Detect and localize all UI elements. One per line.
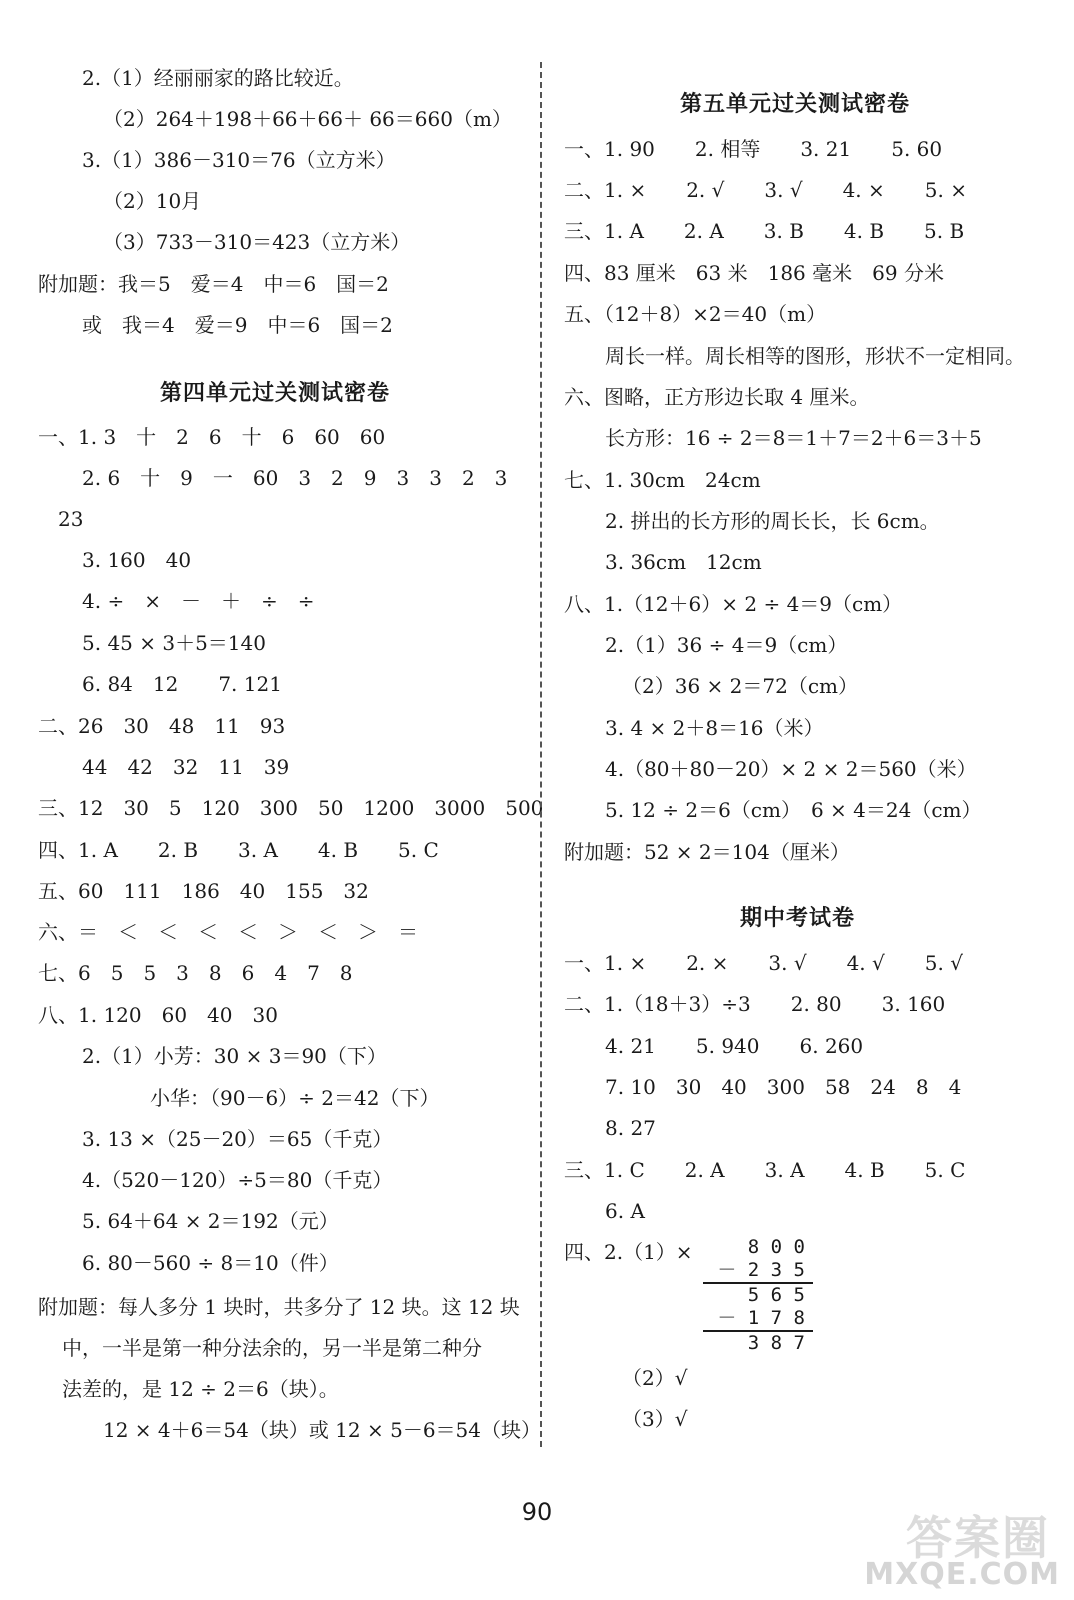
vertical-subtraction bbox=[703, 1236, 813, 1355]
watermark-logo bbox=[864, 1502, 1060, 1592]
answer-line: 七、6 5 5 3 8 6 4 7 8 bbox=[38, 961, 353, 985]
answer-line: 2. 拼出的长方形的周长长，长 6cm。 bbox=[605, 509, 940, 533]
answer-line: 7. 10 30 40 300 58 24 8 4 bbox=[605, 1075, 962, 1099]
answer-line: 三、1. A 2. A 3. B 4. B 5. B bbox=[564, 219, 965, 243]
answer-line: 5. 45 × 3＋5＝140 bbox=[82, 631, 266, 655]
answer-line: 五、60 111 186 40 155 32 bbox=[38, 879, 369, 903]
answer-line: 二、1. × 2. √ 3. √ 4. × 5. × bbox=[564, 178, 967, 202]
answer-line: 4.（520－120）÷5＝80（千克） bbox=[82, 1168, 393, 1192]
vsub-row: － 1 7 8 bbox=[717, 1307, 805, 1329]
vsub-row: 8 0 0 bbox=[747, 1236, 805, 1258]
answer-line: 3. 13 ×（25－20）＝65（千克） bbox=[82, 1127, 393, 1151]
answer-line: 八、1.（12＋6）× 2 ÷ 4＝9（cm） bbox=[564, 592, 903, 616]
bonus-question-cont: 12 × 4＋6＝54（块）或 12 × 5－6＝54（块） bbox=[103, 1418, 541, 1442]
answer-line: 6. A bbox=[605, 1199, 645, 1223]
answer-line: 四、2.（1）× bbox=[564, 1240, 693, 1264]
watermark-big: 答案圈 bbox=[906, 1511, 1050, 1565]
answer-line: 4. ÷ × － ＋ ÷ ÷ bbox=[82, 589, 315, 613]
answer-line: 六、＝ ＜ ＜ ＜ ＜ ＞ ＜ ＞ ＝ bbox=[38, 920, 418, 944]
bonus-question: 附加题：我＝5 爱＝4 中＝6 国＝2 bbox=[38, 272, 389, 296]
answer-line: 一、1. 3 十 2 6 十 6 60 60 bbox=[38, 425, 386, 449]
vsub-row: － 2 3 5 bbox=[717, 1259, 805, 1281]
answer-line: 4.（80＋80－20）× 2 × 2＝560（米） bbox=[605, 757, 977, 781]
answer-line: 五、（12＋8）×2＝40（m） bbox=[564, 302, 827, 326]
bonus-question: 附加题：52 × 2＝104（厘米） bbox=[564, 840, 850, 864]
section-title-unit5: 第五单元过关测试密卷 bbox=[680, 92, 911, 117]
answer-line: 七、1. 30cm 24cm bbox=[564, 468, 761, 492]
answer-line: （2）10月 bbox=[103, 189, 202, 213]
vsub-row: 5 6 5 bbox=[703, 1282, 813, 1307]
answer-line: 长方形：16 ÷ 2＝8＝1＋7＝2＋6＝3＋5 bbox=[605, 426, 982, 450]
answer-line: 2. 6 十 9 一 60 3 2 9 3 3 2 3 bbox=[82, 466, 508, 490]
answer-line: 一、1. 90 2. 相等 3. 21 5. 60 bbox=[564, 137, 943, 161]
answer-line: 小华：（90－6）÷ 2＝42（下） bbox=[150, 1086, 440, 1110]
answer-line: 八、1. 120 60 40 30 bbox=[38, 1003, 278, 1027]
answer-line: 二、26 30 48 11 93 bbox=[38, 714, 286, 738]
bonus-question-alt: 或 我＝4 爱＝9 中＝6 国＝2 bbox=[82, 313, 393, 337]
answer-line: 2.（1）小芳：30 × 3＝90（下） bbox=[82, 1044, 387, 1068]
bonus-question: 附加题：每人多分 1 块时，共多分了 12 块。这 12 块 bbox=[38, 1295, 520, 1319]
answer-line: 三、1. C 2. A 3. A 4. B 5. C bbox=[564, 1158, 966, 1182]
bonus-question-cont: 法差的，是 12 ÷ 2＝6（块）。 bbox=[62, 1377, 339, 1401]
answer-line: 四、1. A 2. B 3. A 4. B 5. C bbox=[38, 838, 439, 862]
answer-line: 5. 64＋64 × 2＝192（元） bbox=[82, 1209, 339, 1233]
vsub-row: 3 8 7 bbox=[703, 1330, 813, 1355]
answer-line: 23 bbox=[58, 507, 84, 531]
answer-line: 2.（1）经丽丽家的路比较近。 bbox=[82, 66, 354, 90]
answer-line: 8. 27 bbox=[605, 1116, 656, 1140]
answer-line: （2）264＋198＋66＋66＋ 66＝660（m） bbox=[103, 107, 512, 131]
answer-line: 4. 21 5. 940 6. 260 bbox=[605, 1034, 864, 1058]
answer-line: （2）36 × 2＝72（cm） bbox=[622, 674, 858, 698]
answer-line: （3）733－310＝423（立方米） bbox=[103, 230, 411, 254]
bonus-question-cont: 中，一半是第一种分法余的，另一半是第二种分 bbox=[62, 1336, 482, 1360]
answer-line: 3. 4 × 2＋8＝16（米） bbox=[605, 716, 824, 740]
answer-line: 四、83 厘米 63 米 186 毫米 69 分米 bbox=[564, 261, 944, 285]
column-divider bbox=[540, 62, 542, 1447]
page-number: 90 bbox=[521, 1498, 553, 1526]
answer-line: 二、1.（18＋3）÷3 2. 80 3. 160 bbox=[564, 992, 946, 1016]
answer-line: 3.（1）386－310＝76（立方米） bbox=[82, 148, 396, 172]
answer-line: 6. 84 12 7. 121 bbox=[82, 672, 282, 696]
section-title-unit4: 第四单元过关测试密卷 bbox=[160, 381, 391, 406]
answer-line: 44 42 32 11 39 bbox=[82, 755, 290, 779]
answer-line: 三、12 30 5 120 300 50 1200 3000 500 bbox=[38, 796, 544, 820]
answer-line: 6. 80－560 ÷ 8＝10（件） bbox=[82, 1251, 339, 1275]
section-title-midterm: 期中考试卷 bbox=[740, 906, 856, 931]
answer-line: 2.（1）36 ÷ 4＝9（cm） bbox=[605, 633, 848, 657]
answer-line: 5. 12 ÷ 2＝6（cm） 6 × 4＝24（cm） bbox=[605, 798, 982, 822]
answer-line: （3）√ bbox=[622, 1407, 688, 1431]
answer-line: 一、1. × 2. × 3. √ 4. √ 5. √ bbox=[564, 951, 963, 975]
answer-line: 六、图略，正方形边长取 4 厘米。 bbox=[564, 385, 870, 409]
answer-line: 3. 36cm 12cm bbox=[605, 550, 762, 574]
answer-line: 3. 160 40 bbox=[82, 548, 192, 572]
answer-line: （2）√ bbox=[622, 1366, 688, 1390]
watermark-url: MXQE.COM bbox=[864, 1557, 1060, 1592]
answer-line: 周长一样。周长相等的图形，形状不一定相同。 bbox=[605, 344, 1025, 368]
